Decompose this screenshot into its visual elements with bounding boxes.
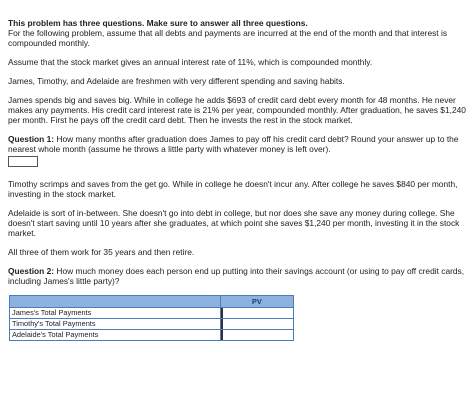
timothy-description: Timothy scrimps and saves from the get go. While in college he doesn't incur any. After college he saves $840 per month, investing in the stock market.	[8, 179, 458, 199]
timothy-total-payments-label: Timothy's Total Payments	[10, 319, 221, 330]
table-row	[10, 308, 294, 319]
characters-intro: James, Timothy, and Adelaide are freshmen with very different spending and saving habits.	[8, 76, 345, 86]
pv-answer-table	[9, 295, 294, 341]
question-1	[8, 134, 468, 154]
retirement-statement: All three of them work for 35 years and then retire.	[8, 247, 195, 257]
adelaide-total-payments-label: Adelaide's Total Payments	[10, 330, 221, 341]
adelaide-total-payments-input[interactable]	[220, 330, 293, 341]
question-2-text: How much money does each person end up putting into their savings account (or using to pay off credit cards, including James's little party)?	[8, 266, 465, 286]
james-description: James spends big and saves big. While in college he adds $693 of credit card debt every month for 48 months. He never makes any payments. His credit card interest rate is 21% per year, compounded monthly. After graduation, he saves $1,240 per month. First he pays off the credit card debt. Then he invests the rest in the stock market.	[8, 95, 466, 125]
pv-column-header: PV	[220, 296, 293, 308]
instructions-text: For the following problem, assume that all debts and payments are incurred at the end of the month and that interest is compounded monthly.	[8, 28, 448, 48]
table-row	[10, 330, 294, 341]
pv-table-header-row	[10, 296, 294, 308]
pv-table-header-blank	[10, 296, 221, 308]
question-2	[8, 266, 468, 286]
question-2-label: Question 2:	[8, 266, 55, 276]
instructions-bold: This problem has three questions. Make sure to answer all three questions.	[8, 18, 308, 28]
james-total-payments-input[interactable]	[220, 308, 293, 319]
stock-market-assumption: Assume that the stock market gives an annual interest rate of 11%, which is compounded monthly.	[8, 57, 373, 67]
question-1-answer-input[interactable]	[8, 156, 38, 167]
question-1-label: Question 1:	[8, 134, 55, 144]
question-1-text: How many months after graduation does James to pay off his credit card debt? Round your answer up to the nearest whole month (assume he throws a little party with whatever money is left over).	[8, 134, 459, 154]
table-row	[10, 319, 294, 330]
timothy-total-payments-input[interactable]	[220, 319, 293, 330]
adelaide-description: Adelaide is sort of in-between. She doesn't go into debt in college, but nor does she save any money during college. She doesn't start saving until 10 years after she graduates, at which point she saves $1,240 per month, investing it in the stock market.	[8, 208, 460, 238]
james-total-payments-label: James's Total Payments	[10, 308, 221, 319]
